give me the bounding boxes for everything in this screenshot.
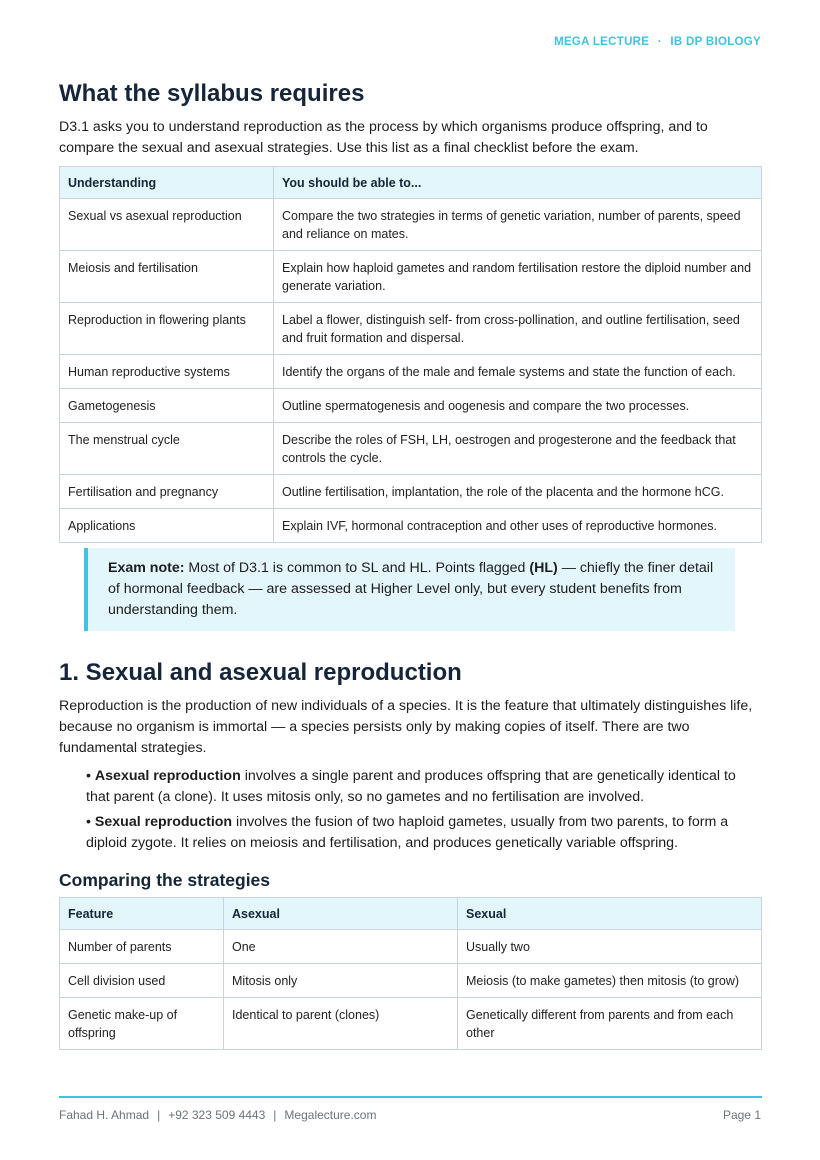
list-item-text: involves a single parent and produces offspring that are genetically identical to that parent (a clone). It uses mitosis only, so no gametes and no fertilisation are involved. bbox=[86, 768, 736, 805]
table-cell: Describe the roles of FSH, LH, oestrogen and progesterone and the feedback that controls the cycle. bbox=[274, 423, 762, 475]
footer-site: Megalecture.com bbox=[284, 1108, 377, 1122]
syllabus-intro: D3.1 asks you to understand reproduction as the process by which organisms produce offspring, and to compare the sexual and asexual strategies. Use this list as a final checklist before the exam. bbox=[59, 119, 708, 156]
table-row bbox=[60, 475, 762, 509]
section-1-title: 1. Sexual and asexual reproduction bbox=[59, 659, 462, 686]
table-header-row bbox=[60, 167, 762, 199]
page-number: Page 1 bbox=[722, 1108, 761, 1122]
table-row bbox=[60, 998, 762, 1050]
table-row bbox=[60, 930, 762, 964]
list-item-term: Asexual reproduction bbox=[94, 768, 241, 784]
list-item bbox=[86, 766, 762, 808]
page-header-brand bbox=[554, 36, 761, 48]
table-cell: Identify the organs of the male and female systems and state the function of each. bbox=[274, 355, 762, 389]
table-row bbox=[60, 509, 762, 543]
footer-rule bbox=[59, 1096, 762, 1098]
table-cell: Label a flower, distinguish self- from cross-pollination, and outline fertilisation, seed and fruit formation and dispersal. bbox=[274, 303, 762, 355]
table-cell: Reproduction in flowering plants bbox=[60, 303, 274, 355]
exam-note-text: Most of D3.1 is common to SL and HL. Points flagged bbox=[184, 560, 530, 576]
table-cell: The menstrual cycle bbox=[60, 423, 274, 475]
table-header-cell: Asexual bbox=[224, 898, 458, 930]
list-item-text: involves the fusion of two haploid gametes, usually from two parents, to form a diploid zygote. It relies on meiosis and fertilisation, and produces genetically variable offspring. bbox=[86, 814, 729, 851]
exam-note-text: — chiefly the finer detail of hormonal feedback — are assessed at Higher Level only, but every student benefits from understanding them. bbox=[108, 560, 714, 618]
table-header-cell: Feature bbox=[60, 898, 224, 930]
table-header-cell: You should be able to... bbox=[274, 167, 762, 199]
table-row bbox=[60, 199, 762, 251]
syllabus-table bbox=[59, 166, 762, 543]
list-item-term: Sexual reproduction bbox=[94, 814, 233, 830]
section-1-intro: Reproduction is the production of new individuals of a species. It is the feature that ultimately distinguishes life, because no organism is immortal — a species persists only by making copies of itself. There are two fundamental strategies. bbox=[59, 698, 753, 756]
strategy-list bbox=[59, 766, 762, 854]
table-header-cell: Sexual bbox=[458, 898, 762, 930]
main-content bbox=[59, 78, 762, 1050]
footer-contact bbox=[59, 1108, 376, 1122]
table-row bbox=[60, 355, 762, 389]
table-cell: Applications bbox=[60, 509, 274, 543]
table-header-cell: Understanding bbox=[60, 167, 274, 199]
exam-note-label: Exam note: bbox=[108, 560, 185, 576]
table-cell: Cell division used bbox=[60, 964, 224, 998]
table-cell: Fertilisation and pregnancy bbox=[60, 475, 274, 509]
table-cell: Explain how haploid gametes and random fertilisation restore the diploid number and generate variation. bbox=[274, 251, 762, 303]
brand-name: MEGA LECTURE bbox=[554, 36, 650, 48]
table-cell: Mitosis only bbox=[224, 964, 458, 998]
table-cell: Explain IVF, hormonal contraception and other uses of reproductive hormones. bbox=[274, 509, 762, 543]
list-item bbox=[86, 812, 762, 854]
bullet-marker: • bbox=[86, 814, 91, 830]
footer-author: Fahad H. Ahmad bbox=[59, 1108, 150, 1122]
table-row bbox=[60, 423, 762, 475]
table-cell: Usually two bbox=[458, 930, 762, 964]
compare-table bbox=[59, 897, 762, 1050]
brand-separator: · bbox=[657, 36, 662, 48]
course-name: IB DP BIOLOGY bbox=[670, 36, 761, 48]
table-cell: Genetic make-up of offspring bbox=[60, 998, 224, 1050]
compare-title: Comparing the strategies bbox=[59, 870, 271, 890]
table-cell: Outline fertilisation, implantation, the role of the placenta and the hormone hCG. bbox=[274, 475, 762, 509]
table-cell: Compare the two strategies in terms of genetic variation, number of parents, speed and reliance on mates. bbox=[274, 199, 762, 251]
table-cell: Sexual vs asexual reproduction bbox=[60, 199, 274, 251]
footer-phone: +92 323 509 4443 bbox=[168, 1108, 266, 1122]
table-row bbox=[60, 303, 762, 355]
table-row bbox=[60, 964, 762, 998]
exam-note-flag: (HL) bbox=[529, 560, 558, 576]
bullet-marker: • bbox=[86, 768, 91, 784]
table-cell: Genetically different from parents and from each other bbox=[458, 998, 762, 1050]
footer-divider: | bbox=[157, 1108, 161, 1122]
table-cell: Identical to parent (clones) bbox=[224, 998, 458, 1050]
table-cell: Gametogenesis bbox=[60, 389, 274, 423]
table-row bbox=[60, 389, 762, 423]
table-header-row bbox=[60, 898, 762, 930]
table-row bbox=[60, 251, 762, 303]
table-cell: Outline spermatogenesis and oogenesis and compare the two processes. bbox=[274, 389, 762, 423]
exam-note-callout bbox=[84, 548, 735, 631]
syllabus-title: What the syllabus requires bbox=[59, 80, 365, 107]
table-cell: Human reproductive systems bbox=[60, 355, 274, 389]
footer-divider: | bbox=[273, 1108, 277, 1122]
table-cell: One bbox=[224, 930, 458, 964]
table-cell: Meiosis (to make gametes) then mitosis (to grow) bbox=[458, 964, 762, 998]
table-cell: Meiosis and fertilisation bbox=[60, 251, 274, 303]
table-cell: Number of parents bbox=[60, 930, 224, 964]
